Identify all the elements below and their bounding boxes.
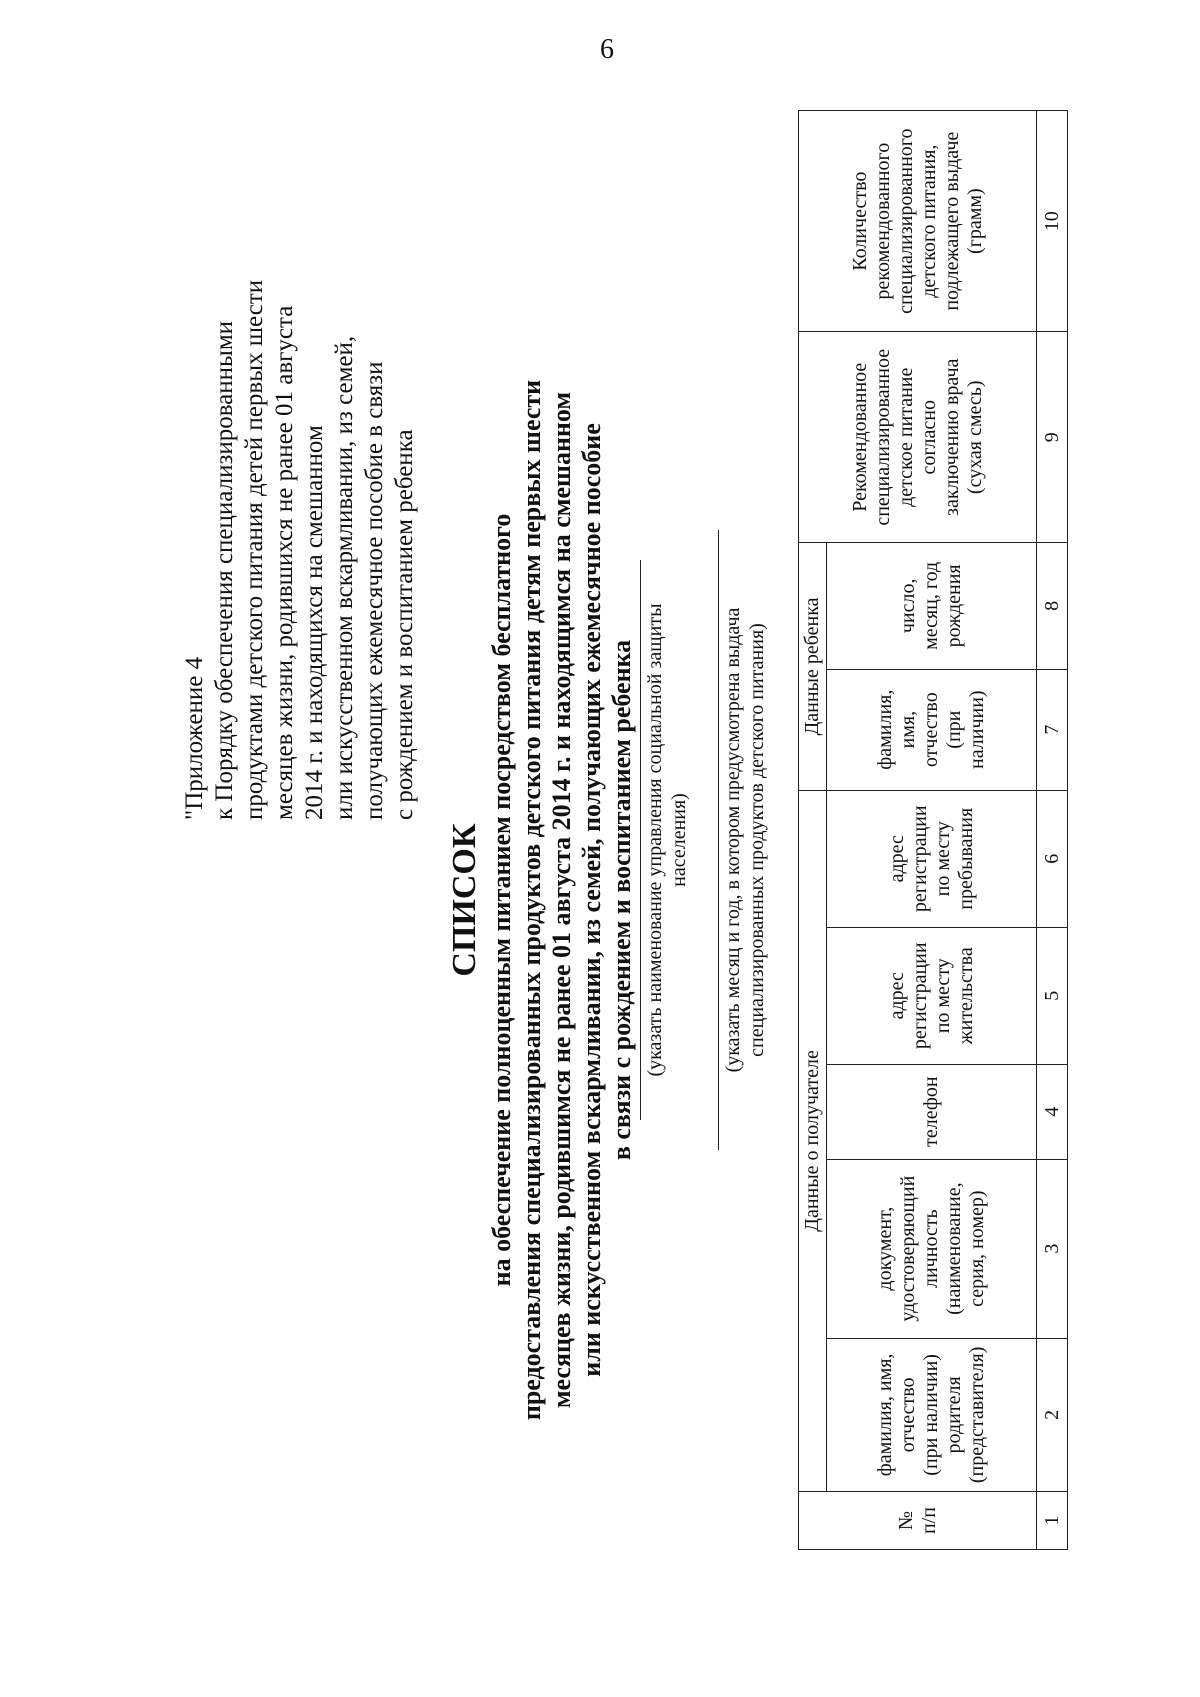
period-fill-line xyxy=(718,530,769,1150)
header-text-line: фамилия, имя, xyxy=(874,1353,896,1477)
header-text-line: отчество xyxy=(920,692,942,768)
header-group-recipient: Данные о получателе xyxy=(799,790,827,1491)
header-text-line: заключению врача xyxy=(940,358,963,516)
title-line: на обеспечение полноценным питанием посредством бесплатного xyxy=(487,513,516,1287)
header-text-line: детского питания, xyxy=(917,144,940,298)
period-caption-line: (указать месяц и год, в котором предусмотрена выдача xyxy=(722,607,744,1073)
header-col-4 xyxy=(827,1064,1037,1159)
header-text-line: по месту xyxy=(931,821,954,897)
header-text-line: число, xyxy=(897,578,919,634)
header-col-7 xyxy=(827,669,1037,790)
header-text-line: наличии) xyxy=(966,690,988,769)
annex-line: 2014 г. и находящихся на смешанном xyxy=(301,425,328,820)
landscape-content xyxy=(140,110,1063,1550)
header-text-line: (наименование, xyxy=(943,1182,965,1315)
annex-line: с рождением и воспитанием ребенка xyxy=(391,429,418,820)
header-text-line: п/п xyxy=(917,1507,940,1535)
header-text-line: месяц, год xyxy=(920,561,942,650)
header-text-line: по месту xyxy=(931,958,954,1034)
annex-line: "Приложение 4 xyxy=(181,656,208,820)
header-col-6 xyxy=(827,790,1037,927)
header-text-line: пребывания xyxy=(954,807,977,910)
column-number: 10 xyxy=(1037,111,1068,332)
table-row xyxy=(1037,111,1068,1550)
header-col-8 xyxy=(827,543,1037,669)
header-col-1 xyxy=(799,1492,1037,1550)
authority-caption: (указать наименование управления социальной защиты населения) xyxy=(644,603,690,1077)
header-text-line: отчество xyxy=(897,1377,919,1453)
header-text-line: удостоверяющий xyxy=(897,1175,919,1322)
table-header-group-row xyxy=(799,111,827,1550)
header-text-line: личность xyxy=(920,1209,942,1288)
annex-line: к Порядку обеспечения специализированными xyxy=(211,320,238,820)
header-text-line: подлежащего выдаче xyxy=(940,131,963,311)
annex-line: продуктами детского питания детей первых шести xyxy=(241,279,268,820)
authority-fill-line xyxy=(640,560,691,1120)
header-text-line: регистрации xyxy=(908,805,931,913)
title-line: предоставления специализированных продуктов детского питания детям первых шести xyxy=(517,379,546,1421)
header-text-line: серия, номер) xyxy=(966,1190,988,1307)
header-text-line: адрес xyxy=(885,835,908,883)
header-text-line: (представителя) xyxy=(966,1346,988,1484)
header-text-line: телефон xyxy=(920,1076,942,1147)
column-number: 2 xyxy=(1037,1338,1068,1491)
header-text-line: имя, xyxy=(897,710,919,749)
header-text-line: адрес xyxy=(885,972,908,1020)
header-col-5 xyxy=(827,927,1037,1064)
period-caption-line: специализированных продуктов детского питания) xyxy=(746,623,768,1057)
annex-header xyxy=(180,280,420,820)
header-text-line: специализированное xyxy=(871,348,894,526)
document-title xyxy=(445,310,637,1490)
header-col-3 xyxy=(827,1159,1037,1338)
column-number: 8 xyxy=(1037,543,1068,669)
header-text-line: рекомендованного xyxy=(871,142,894,300)
column-number: 3 xyxy=(1037,1159,1068,1338)
header-text-line: рождения xyxy=(943,564,965,648)
header-text-line: Количество xyxy=(848,171,871,271)
column-number: 4 xyxy=(1037,1064,1068,1159)
annex-line: получающих ежемесячное пособие в связи xyxy=(361,361,388,820)
header-text-line: (при наличии) xyxy=(920,1354,942,1476)
title-main: СПИСОК xyxy=(446,823,483,977)
title-line: или искусственном вскармливании, из семей, получающих ежемесячное пособие xyxy=(577,423,606,1377)
header-text-line: жительства xyxy=(954,947,977,1045)
header-col-9 xyxy=(799,332,1037,543)
header-text-line: специализированного xyxy=(894,128,917,314)
header-group-child: Данные ребенка xyxy=(799,543,827,791)
header-text-line: родителя xyxy=(943,1376,965,1454)
header-text-line: № xyxy=(894,1510,917,1531)
header-col-10 xyxy=(799,111,1037,332)
column-number: 7 xyxy=(1037,669,1068,790)
header-text-line: Рекомендованное xyxy=(848,362,871,512)
column-number: 9 xyxy=(1037,332,1068,543)
title-line: месяцев жизни, родившимся не ранее 01 августа 2014 г. и находящимся на смешанном xyxy=(547,391,576,1409)
header-text-line: (при xyxy=(943,710,965,749)
recipients-table xyxy=(798,110,1068,1550)
header-text-line: документ, xyxy=(874,1206,896,1291)
page-number: 6 xyxy=(600,34,614,65)
header-text-line: фамилия, xyxy=(874,689,896,770)
title-line: в связи с рождением и воспитанием ребенка xyxy=(607,639,636,1161)
header-text-line: (грамм) xyxy=(963,188,986,255)
annex-line: или искусственном вскармливании, из семей, xyxy=(331,335,358,820)
header-text-line: согласно xyxy=(917,400,940,475)
column-number: 6 xyxy=(1037,790,1068,927)
column-number: 1 xyxy=(1037,1492,1068,1550)
header-text-line: детское питание xyxy=(894,367,917,507)
header-text-line: (сухая смесь) xyxy=(963,380,986,495)
annex-line: месяцев жизни, родившихся не ранее 01 августа xyxy=(271,305,298,820)
header-text-line: регистрации xyxy=(908,942,931,1050)
header-col-2 xyxy=(827,1338,1037,1491)
column-number: 5 xyxy=(1037,927,1068,1064)
